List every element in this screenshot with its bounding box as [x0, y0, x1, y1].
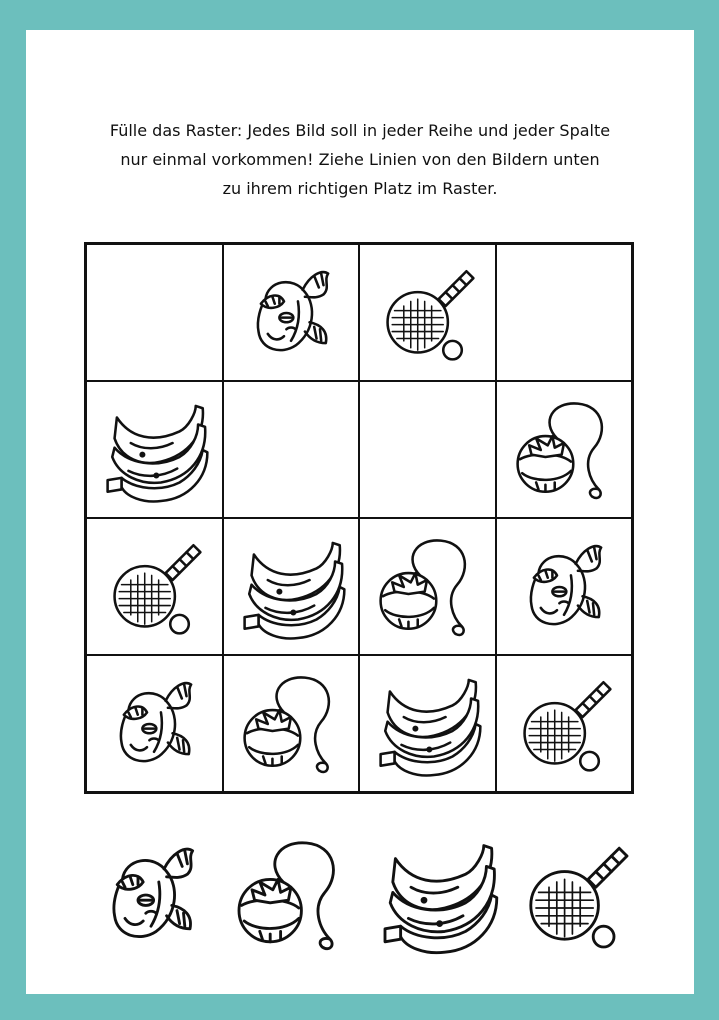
grid-cell-r2-c4 [496, 381, 633, 518]
fish-icon [233, 255, 349, 371]
grid-cell-r3-c1 [86, 518, 223, 655]
instructions-line-3: zu ihrem richtigen Platz im Raster. [222, 179, 498, 198]
grid-cell-r4-c3 [359, 655, 496, 792]
picture-tray [86, 830, 646, 970]
grid-cell-r4-c1 [86, 655, 223, 792]
sudoku-grid [84, 242, 634, 794]
grid-cell-r2-c2[interactable] [223, 381, 360, 518]
banana-icon [369, 666, 485, 782]
paddle-icon [506, 666, 622, 782]
instructions-text [56, 116, 664, 203]
tray-item-fish[interactable] [86, 830, 216, 960]
grid-cell-r1-c3 [359, 244, 496, 381]
grid-cell-r2-c1 [86, 381, 223, 518]
tray-item-paddle[interactable] [510, 830, 640, 960]
yoyo-icon [506, 392, 622, 508]
grid-cell-r1-c2 [223, 244, 360, 381]
grid-cell-r3-c2 [223, 518, 360, 655]
banana-icon [233, 529, 349, 645]
grid-cell-r1-c4[interactable] [496, 244, 633, 381]
grid-cell-r4-c2 [223, 655, 360, 792]
tray-item-yoyo[interactable] [226, 830, 356, 960]
grid-cell-r4-c4 [496, 655, 633, 792]
yoyo-icon [233, 666, 349, 782]
fish-icon [86, 830, 216, 960]
instructions-line-2: nur einmal vorkommen! Ziehe Linien von den Bildern unten [120, 150, 600, 169]
tray-item-banana[interactable] [372, 830, 502, 960]
fish-icon [506, 529, 622, 645]
paddle-icon [510, 830, 640, 960]
paddle-icon [369, 255, 485, 371]
banana-icon [372, 830, 502, 960]
paddle-icon [96, 529, 212, 645]
yoyo-icon [226, 830, 356, 960]
fish-icon [96, 666, 212, 782]
banana-icon [96, 392, 212, 508]
grid-cell-r3-c3 [359, 518, 496, 655]
grid-cell-r1-c1[interactable] [86, 244, 223, 381]
worksheet-page [26, 30, 694, 994]
yoyo-icon [369, 529, 485, 645]
instructions-line-1: Fülle das Raster: Jedes Bild soll in jeder Reihe und jeder Spalte [109, 121, 611, 140]
grid-cell-r2-c3[interactable] [359, 381, 496, 518]
grid-cell-r3-c4 [496, 518, 633, 655]
